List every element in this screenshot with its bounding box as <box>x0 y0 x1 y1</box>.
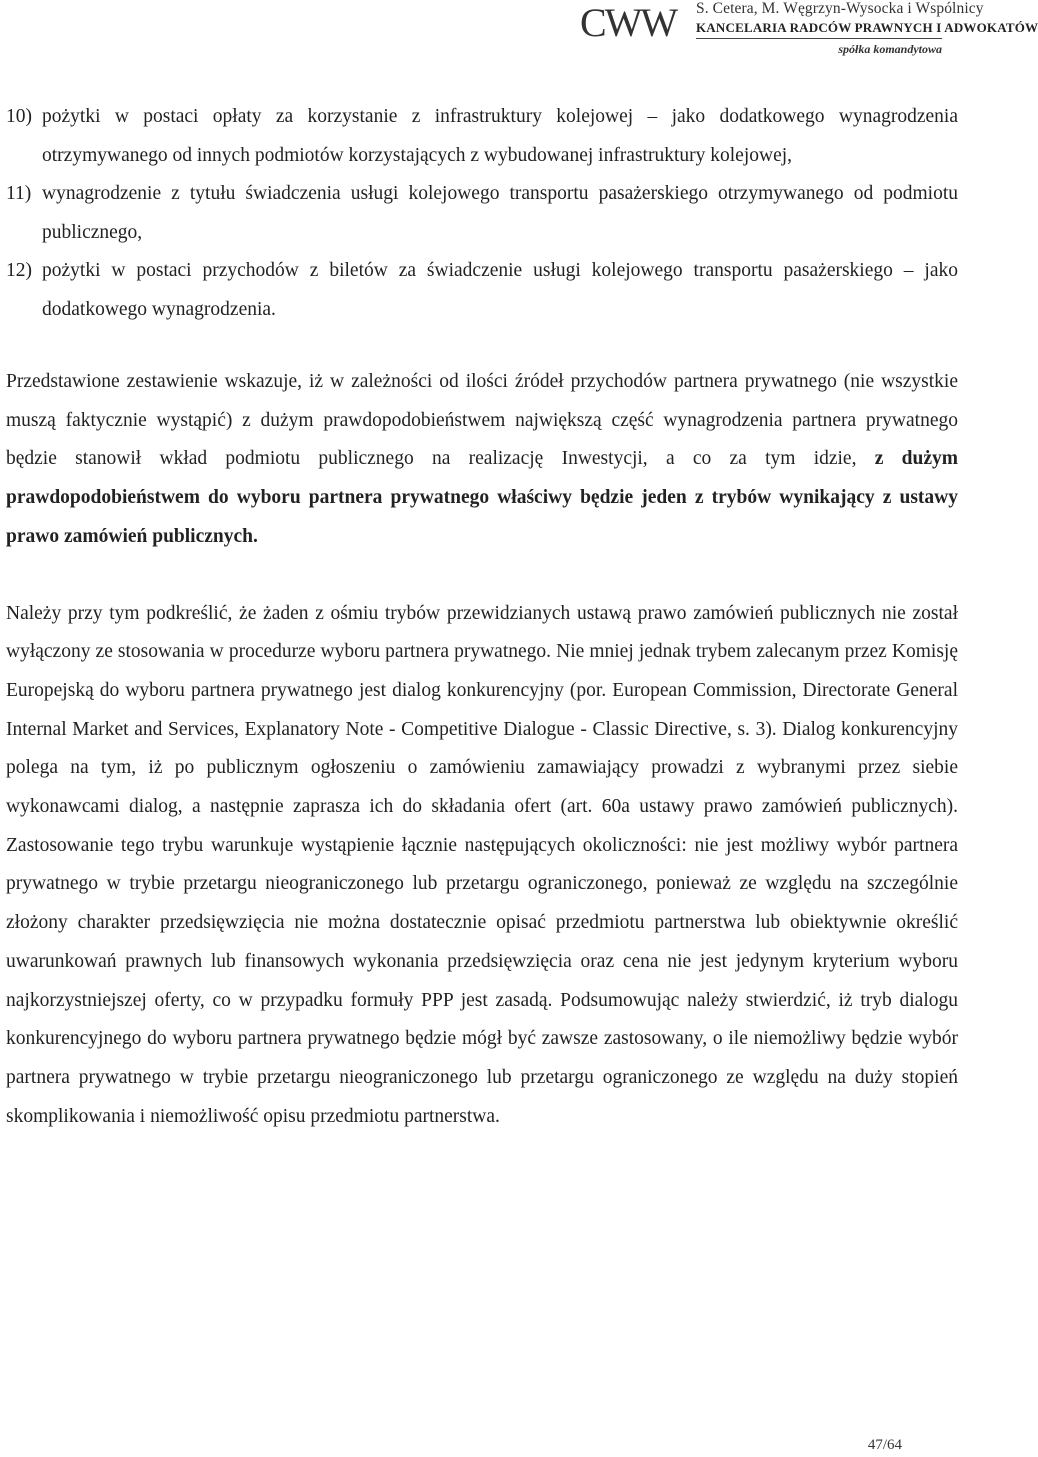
firm-name-block <box>696 0 1038 57</box>
list-item <box>6 252 958 329</box>
numbered-list <box>6 98 958 329</box>
document-body <box>6 98 958 1136</box>
list-item-text: pożytki w postaci przychodów z biletów za świadczenie usługi kolejowego transportu pasażerskiego – jako dodatkowego wynagrodzenia. <box>42 260 958 320</box>
logo-divider <box>696 38 942 39</box>
firm-subtitle: KANCELARIA RADCÓW PRAWNYCH I ADWOKATÓW <box>696 20 1038 35</box>
paragraph-competitive-dialogue: Należy przy tym podkreślić, że żaden z ośmiu trybów przewidzianych ustawą prawo zamówień publicznych nie został wyłączony ze stosowania w procedurze wyboru partnera prywatnego. Nie mniej jednak trybem zalecanym przez Komisję Europejską do wyboru partnera prywatnego jest dialog konkurencyjny (por. European Commission, Directorate General Internal Market and Services, Explanatory Note - Competitive Dialogue - Classic Directive, s. 3). Dialog konkurencyjny polega na tym, iż po publicznym ogłoszeniu o zamówieniu zamawiający prowadzi z wybranymi przez siebie wykonawcami dialog, a następnie zaprasza ich do składania ofert (art. 60a ustawy prawo zamówień publicznych). Zastosowanie tego trybu warunkuje wystąpienie łącznie następujących okoliczności: nie jest możliwy wybór partnera prywatnego w trybie przetargu nieograniczonego lub przetargu ograniczonego, ponieważ ze względu na szczególnie złożony charakter przedsięwzięcia nie można dostatecznie opisać przedmiotu partnerstwa lub obiektywnie określić uwarunkowań prawnych lub finansowych wykonania przedsięwzięcia oraz cena nie jest jedynym kryterium wyboru najkorzystniejszej oferty, co w przypadku formuły PPP jest zasadą. Podsumowując należy stwierdzić, iż tryb dialogu konkurencyjnego do wyboru partnera prywatnego będzie mógł być zawsze zastosowany, o ile niemożliwy będzie wybór partnera prywatnego w trybie przetargu nieograniczonego lub przetargu ograniczonego ze względu na duży stopień skomplikowania i niemożliwość opisu przedmiotu partnerstwa. <box>6 602 958 1127</box>
list-item-number: 10) <box>6 106 32 127</box>
firm-logo <box>580 0 1038 56</box>
logo-letters: CWW <box>580 0 677 45</box>
list-item-number: 11) <box>6 183 32 204</box>
list-item-text: wynagrodzenie z tytułu świadczenia usługi kolejowego transportu pasażerskiego otrzymywanego od podmiotu publicznego, <box>42 183 958 243</box>
paragraph-summary-text: Przedstawione zestawienie wskazuje, iż w zależności od ilości źródeł przychodów partnera prywatnego (nie wszystkie muszą faktycznie wystąpić) z dużym prawdopodobieństwem największą część wynagrodzenia partnera prywatnego będzie stanowił wkład podmiotu publicznego na realizację Inwestycji, a co za tym idzie, <box>6 371 958 470</box>
paragraph-summary <box>6 363 958 557</box>
firm-name: S. Cetera, M. Węgrzyn-Wysocka i Wspólnicy <box>696 0 984 17</box>
list-item <box>6 98 958 175</box>
paragraph-summary-emphasis: z dużym prawdopodobieństwem do wyboru partnera prywatnego właściwy będzie jeden z trybów wynikający z ustawy prawo zamówień publicznych. <box>6 448 958 547</box>
list-item-text: pożytki w postaci opłaty za korzystanie z infrastruktury kolejowej – jako dodatkowego wynagrodzenia otrzymywanego od innych podmiotów korzystających z wybudowanej infrastruktury kolejowej, <box>42 106 958 166</box>
list-item-number: 12) <box>6 260 32 281</box>
page-number: 47/64 <box>867 1437 902 1453</box>
firm-legal-form: spółka komandytowa <box>838 42 942 56</box>
list-item <box>6 175 958 252</box>
cww-logo-mark <box>580 0 692 44</box>
